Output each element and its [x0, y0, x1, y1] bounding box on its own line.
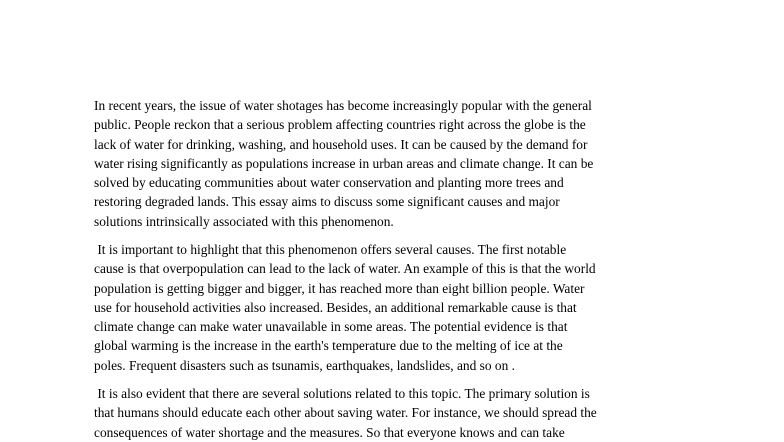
- paragraph-introduction: [94, 96, 694, 231]
- paragraph-solutions: [94, 384, 694, 442]
- text-line: In recent years, the issue of water shotages has become increasingly popular with the general: [94, 98, 592, 113]
- paragraph-causes: [94, 240, 694, 375]
- text-line: use for household activities also increased. Besides, an additional remarkable cause is that: [94, 299, 577, 315]
- text-line: that humans should educate each other about saving water. For instance, we should spread the: [94, 405, 597, 421]
- text-line: global warming is the increase in the earth's temperature due to the melting of ice at the: [94, 338, 563, 354]
- text-line: poles. Frequent disasters such as tsunamis, earthquakes, landslides, and so on .: [94, 357, 515, 373]
- text-line: consequences of water shortage and the measures. So that everyone knows and can take: [94, 424, 565, 440]
- text-line: solved by educating communities about water conservation and planting more trees and: [94, 175, 564, 190]
- text-line: lack of water for drinking, washing, and household uses. It can be caused by the demand for: [94, 136, 588, 152]
- text-line: population is getting bigger and bigger, it has reached more than eight billion people. Water: [94, 280, 585, 296]
- text-line: public. People reckon that a serious problem affecting countries right across the globe is the: [94, 117, 586, 133]
- text-line: water rising significantly as populations increase in urban areas and climate change. It can be: [94, 155, 594, 171]
- text-line: solutions intrinsically associated with this phenomenon.: [94, 213, 394, 229]
- text-line: restoring degraded lands. This essay aims to discuss some significant causes and major: [94, 194, 560, 210]
- text-line: climate change can make water unavailable in some areas. The potential evidence is that: [94, 319, 568, 334]
- text-line: It is also evident that there are several solutions related to this topic. The primary solution is: [94, 386, 590, 401]
- text-line: cause is that overpopulation can lead to the lack of water. An example of this is that the world: [94, 261, 596, 277]
- text-line: It is important to highlight that this phenomenon offers several causes. The first notable: [94, 242, 567, 257]
